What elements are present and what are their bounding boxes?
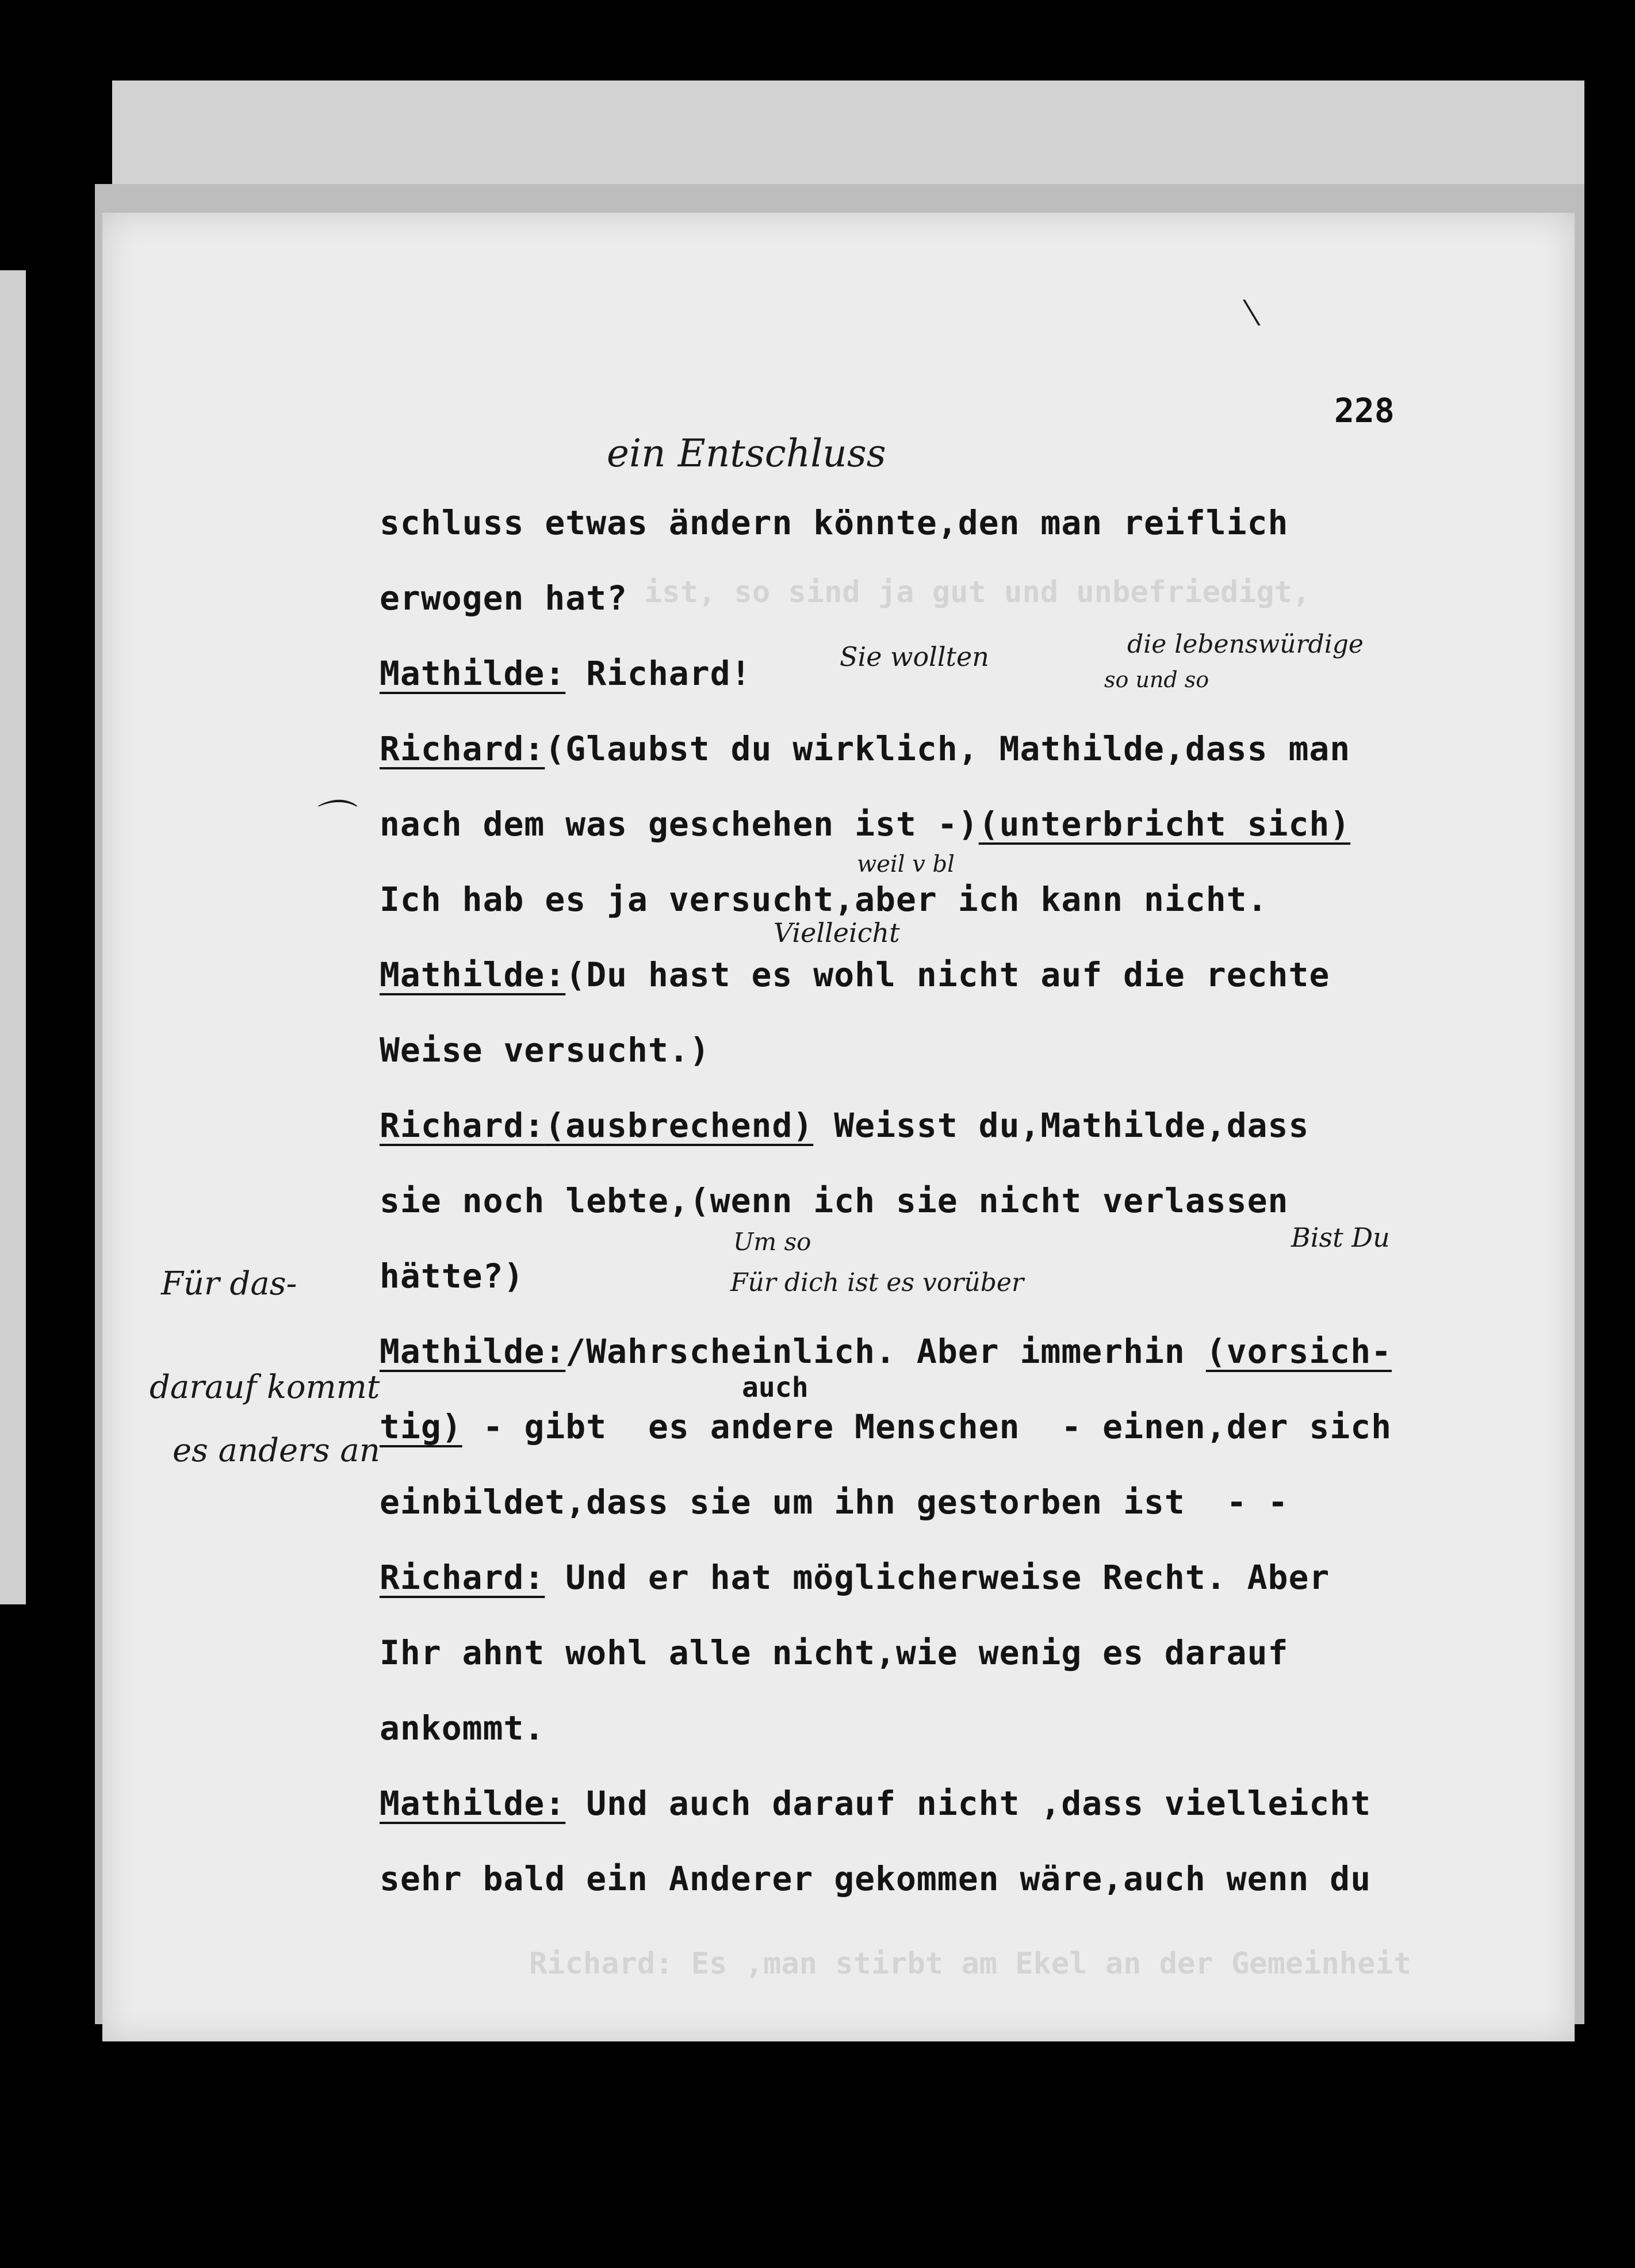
text-line <box>380 579 627 618</box>
line-text: Weise versucht.) <box>380 1030 710 1070</box>
line-text: Ich hab es ja versucht,aber ich kann nicht. <box>380 880 1268 919</box>
margin-annotation: Für das- <box>161 1265 297 1302</box>
text-line <box>380 1407 1392 1446</box>
speaker-name: Mathilde: <box>380 654 566 693</box>
margin-annotation: darauf kommt <box>150 1369 380 1406</box>
line-text: (Du hast es wohl nicht auf die rechte <box>565 955 1330 994</box>
speaker-name: Richard: <box>380 1106 545 1145</box>
handwritten-annotation: weil v bl <box>857 851 955 878</box>
handwritten-annotation: Bist Du <box>1291 1222 1390 1253</box>
adjacent-page-edge <box>0 270 26 1604</box>
line-text: Weisst du,Mathilde,dass <box>813 1106 1309 1145</box>
speaker-name: Mathilde: <box>380 1784 566 1823</box>
text-line <box>380 1784 1371 1823</box>
text-line <box>380 1181 1288 1220</box>
stage-direction: (ausbrechend) <box>545 1106 814 1145</box>
handwritten-annotation: die lebenswürdige <box>1127 630 1364 659</box>
text-line <box>380 729 1350 768</box>
line-text: Und auch darauf nicht ,dass vielleicht <box>565 1784 1372 1823</box>
text-line <box>380 1708 545 1748</box>
handwritten-annotation: Um so <box>733 1228 811 1256</box>
handwritten-annotation: ein Entschluss <box>607 431 886 476</box>
speaker-name: Mathilde: <box>380 1332 566 1371</box>
line-text: schluss etwas ändern könnte,den man reiflich <box>380 503 1289 542</box>
line-text: Richard! <box>565 654 752 693</box>
handwritten-annotation: Sie wollten <box>840 641 989 672</box>
typed-insertion: auch <box>742 1371 809 1404</box>
bleed-through-text: Richard: Es ,man stirbt am Ekel an der Gemeinheit <box>529 1947 1412 1981</box>
stage-direction: tig) <box>380 1407 462 1446</box>
stage-direction: (vorsich- <box>1205 1332 1392 1371</box>
text-line <box>380 503 1288 542</box>
pen-mark: ⌒ <box>311 796 351 844</box>
line-text: (Glaubst du wirklich, Mathilde,dass man <box>545 729 1351 768</box>
line-text: nach dem was geschehen ist -) <box>380 804 979 844</box>
pen-mark: ⟍ <box>1236 293 1261 334</box>
text-line <box>380 1558 1330 1597</box>
page-number: 228 <box>1334 391 1395 430</box>
line-text: Ihr ahnt wohl alle nicht,wie wenig es darauf <box>380 1633 1289 1672</box>
text-line <box>380 1633 1288 1672</box>
line-text: erwogen hat? <box>380 579 628 618</box>
text-line <box>380 1332 1392 1371</box>
handwritten-annotation: Für dich ist es vorüber <box>730 1268 1024 1297</box>
text-line <box>380 955 1330 994</box>
handwritten-annotation: so und so <box>1104 667 1209 692</box>
line-text: Und er hat möglicherweise Recht. Aber <box>545 1558 1330 1597</box>
text-line <box>380 1482 1288 1522</box>
text-line <box>380 880 1268 919</box>
line-text: sehr bald ein Anderer gekommen wäre,auch wenn du <box>380 1859 1372 1898</box>
text-line <box>380 804 1350 844</box>
handwritten-annotation: Vielleicht <box>774 917 900 948</box>
speaker-name: Richard: <box>380 1558 545 1597</box>
text-line <box>380 1106 1309 1145</box>
text-line <box>380 1859 1371 1898</box>
line-text: hätte?) <box>380 1256 524 1296</box>
text-line <box>380 1256 524 1296</box>
margin-annotation: es anders an <box>173 1432 380 1469</box>
line-text: ankommt. <box>380 1708 545 1748</box>
text-line <box>380 1030 710 1070</box>
stage-direction: (unterbricht sich) <box>978 804 1351 844</box>
text-line <box>380 654 752 693</box>
speaker-name: Mathilde: <box>380 955 566 994</box>
speaker-name: Richard: <box>380 729 545 768</box>
line-text: /Wahrscheinlich. Aber immerhin <box>565 1332 1206 1371</box>
line-text: - gibt es andere Menschen - einen,der sich <box>462 1407 1392 1446</box>
bleed-through-text: ist, so sind ja gut und unbefriedigt, <box>644 575 1311 610</box>
line-text: einbildet,dass sie um ihn gestorben ist - - <box>380 1482 1289 1522</box>
line-text: sie noch lebte,(wenn ich sie nicht verlassen <box>380 1181 1289 1220</box>
